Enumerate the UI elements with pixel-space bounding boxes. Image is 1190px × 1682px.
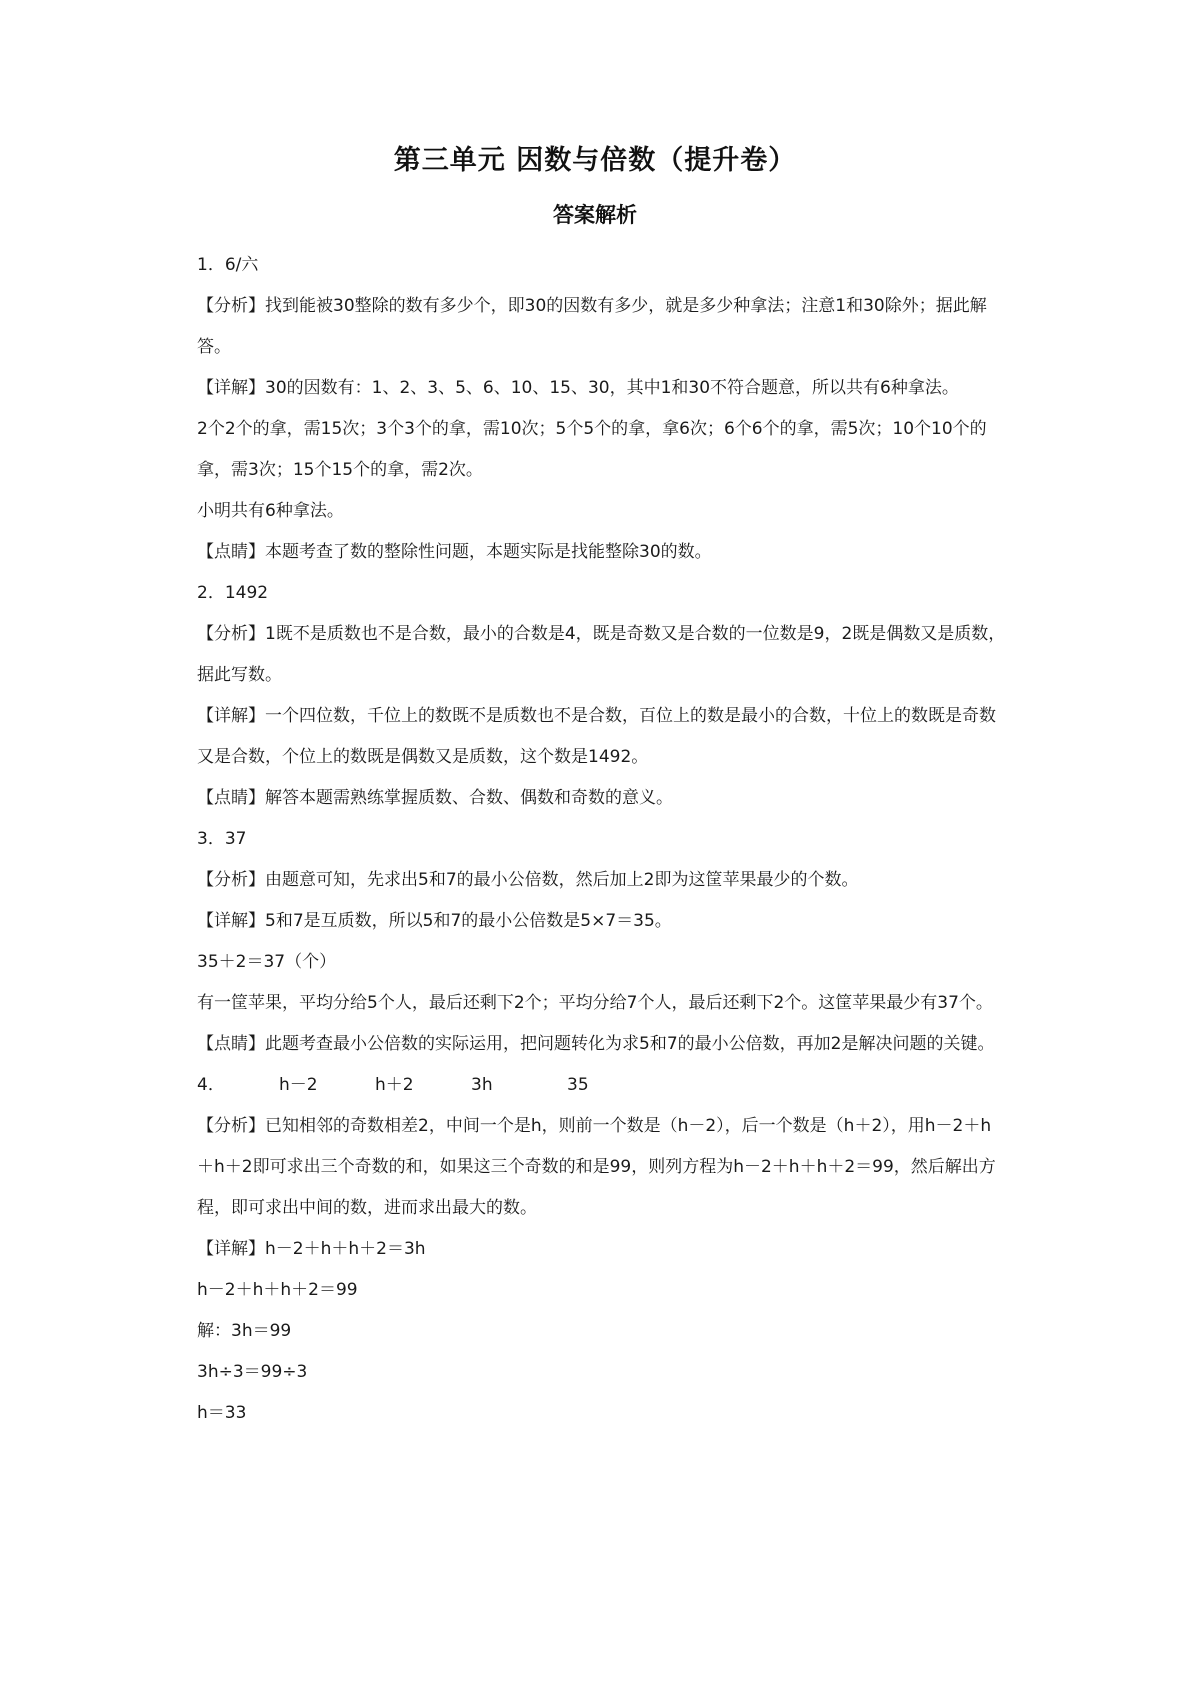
comment-tag: 【点睛】 — [197, 542, 265, 562]
comment-tag: 【点睛】 — [197, 788, 265, 808]
q3-answer: 3．37 — [197, 829, 247, 849]
detail-tag: 【详解】 — [197, 1239, 265, 1259]
detail-tag: 【详解】 — [197, 378, 265, 398]
q4-detail-line: h＝33 — [197, 1403, 247, 1423]
q2-detail — [197, 696, 1007, 778]
detail-text: h－2＋h＋h＋2＝3h — [265, 1239, 426, 1259]
analysis-text: 找到能被30整除的数有多少个，即30的因数有多少，就是多少种拿法；注意1和30除外；据此解答。 — [197, 296, 987, 357]
q1-detail-line: 2个2个的拿，需15次；3个3个的拿，需10次；5个5个的拿，拿6次；6个6个的拿，需5次；10个10个的拿，需3次；15个15个的拿，需2次。 — [197, 419, 987, 480]
comment-tag: 【点睛】 — [197, 1034, 265, 1054]
page-subtitle: 答案解析 — [553, 203, 637, 227]
q2-answer: 2．1492 — [197, 583, 269, 603]
q4-answer-2: h＋2 — [375, 1075, 414, 1095]
q4-answer-1: h－2 — [279, 1075, 318, 1095]
q1-comment — [197, 532, 1007, 573]
analysis-text: 1既不是质数也不是合数，最小的合数是4，既是奇数又是合数的一位数是9，2既是偶数又是质数，据此写数。 — [197, 624, 1006, 685]
q4-number: 4． — [197, 1075, 225, 1095]
analysis-tag: 【分析】 — [197, 624, 265, 644]
detail-text: 30的因数有：1、2、3、5、6、10、15、30，其中1和30不符合题意，所以共有6种拿法。 — [265, 378, 959, 398]
q4-analysis — [197, 1106, 1007, 1229]
q4-detail-line: h－2＋h＋h＋2＝99 — [197, 1280, 358, 1300]
detail-tag: 【详解】 — [197, 706, 265, 726]
detail-tag: 【详解】 — [197, 911, 265, 931]
q3-analysis — [197, 860, 1007, 901]
q1-analysis — [197, 286, 1007, 368]
detail-text: 一个四位数，千位上的数既不是质数也不是合数，百位上的数是最小的合数，十位上的数既是奇数又是合数，个位上的数既是偶数又是质数，这个数是1492。 — [197, 706, 996, 767]
comment-text: 本题考查了数的整除性问题，本题实际是找能整除30的数。 — [265, 542, 712, 562]
page-title: 第三单元 因数与倍数（提升卷） — [393, 145, 797, 176]
q1-detail-line: 小明共有6种拿法。 — [197, 501, 344, 521]
comment-text: 解答本题需熟练掌握质数、合数、偶数和奇数的意义。 — [265, 788, 673, 808]
q4-answers — [197, 1065, 1007, 1106]
q1-answer: 1．6/六 — [197, 255, 259, 275]
q3-detail-line: 35＋2＝37（个） — [197, 952, 337, 972]
analysis-tag: 【分析】 — [197, 870, 265, 890]
analysis-tag: 【分析】 — [197, 296, 265, 316]
analysis-text: 由题意可知，先求出5和7的最小公倍数，然后加上2即为这筐苹果最少的个数。 — [265, 870, 859, 890]
comment-text: 此题考查最小公倍数的实际运用，把问题转化为求5和7的最小公倍数，再加2是解决问题的关键。 — [265, 1034, 995, 1054]
q4-answer-4: 35 — [567, 1075, 589, 1095]
q4-answer-3: 3h — [471, 1075, 493, 1095]
q2-comment — [197, 778, 1007, 819]
answer-body — [197, 245, 1007, 1434]
q2-analysis — [197, 614, 1007, 696]
q1-detail — [197, 368, 1007, 409]
detail-text: 5和7是互质数，所以5和7的最小公倍数是5×7＝35。 — [265, 911, 672, 931]
analysis-text: 已知相邻的奇数相差2，中间一个是h，则前一个数是（h－2），后一个数是（h＋2），用h－2＋h＋h＋2即可求出三个奇数的和，如果这三个奇数的和是99，则列方程为h－2＋h＋h＋2＝99，然后解出方程，即可求出中间的数，进而求出最大的数。 — [197, 1116, 996, 1218]
q4-detail-line: 解：3h＝99 — [197, 1321, 292, 1341]
q4-detail — [197, 1229, 1007, 1270]
q3-detail-line: 有一筐苹果，平均分给5个人，最后还剩下2个；平均分给7个人，最后还剩下2个。这筐苹果最少有37个。 — [197, 993, 993, 1013]
q3-detail — [197, 901, 1007, 942]
analysis-tag: 【分析】 — [197, 1116, 265, 1136]
q3-comment — [197, 1024, 1007, 1065]
q4-detail-line: 3h÷3＝99÷3 — [197, 1362, 308, 1382]
